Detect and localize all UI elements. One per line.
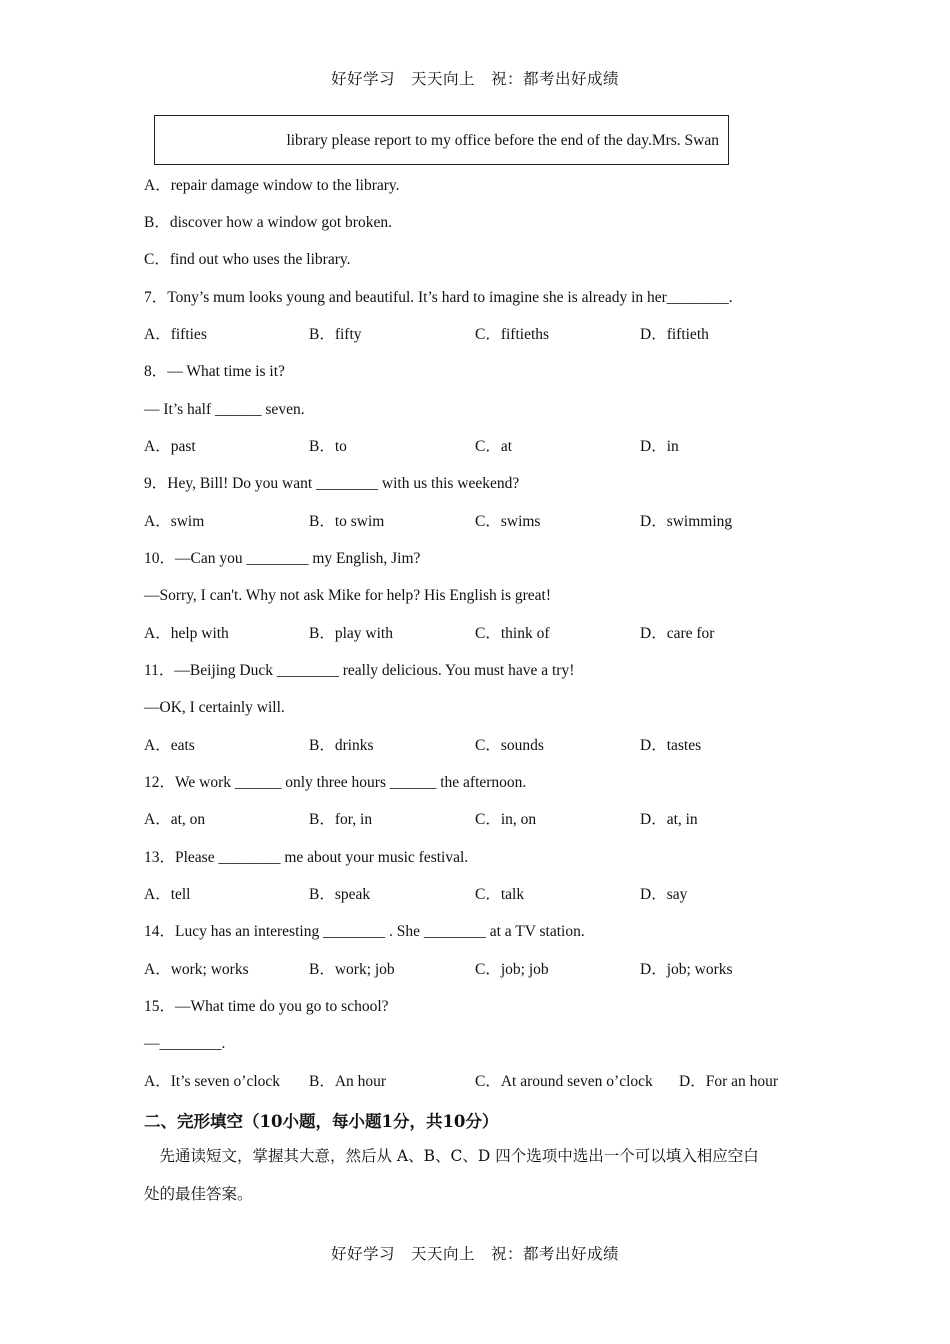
q8-option-c: C．at — [475, 438, 513, 455]
q10-option-c: C．think of — [475, 625, 550, 642]
q15-stem: 15．—What time do you go to school? — [144, 998, 389, 1015]
q13-option-a: A．tell — [144, 886, 191, 903]
q8-option-b: B．to — [309, 438, 347, 455]
q14-stem: 14．Lucy has an interesting ________ . She ________ at a TV station. — [144, 923, 585, 940]
q15-option-d: D．For an hour — [679, 1073, 779, 1090]
section-instruction-line2: 处的最佳答案。 — [144, 1185, 253, 1203]
q13-option-b: B．speak — [309, 886, 371, 903]
q11-stem: 11．—Beijing Duck ________ really delicious. You must have a try! — [144, 662, 575, 679]
q7-option-c: C．fiftieths — [475, 326, 550, 343]
q8-option-a: A．past — [144, 438, 196, 455]
section-instruction-line1: 先通读短文，掌握其大意，然后从 A、B、C、D 四个选项中选出一个可以填入相应空白 — [144, 1147, 759, 1165]
q11-stem-reply: —OK, I certainly will. — [144, 699, 285, 716]
q11-option-b: B．drinks — [309, 737, 374, 754]
notice-text: library please report to my office before the end of the day.Mrs. Swan — [286, 132, 719, 149]
q10-option-d: D．care for — [640, 625, 715, 642]
q15-option-a: A．It’s seven o’clock — [144, 1073, 281, 1090]
q12-stem: 12．We work ______ only three hours ______ the afternoon. — [144, 774, 527, 791]
q9-option-b: B．to swim — [309, 513, 385, 530]
q14-option-b: B．work; job — [309, 961, 395, 978]
page-header: 好好学习 天天向上 祝：都考出好成绩 — [330, 70, 619, 88]
q15-option-b: B．An hour — [309, 1073, 387, 1090]
q10-stem: 10．—Can you ________ my English, Jim? — [144, 550, 421, 567]
q6-option-a: A．repair damage window to the library. — [144, 177, 400, 194]
q8-stem: 8．— What time is it? — [144, 363, 285, 380]
q6-option-b: B．discover how a window got broken. — [144, 214, 392, 231]
q9-option-d: D．swimming — [640, 513, 733, 530]
q11-option-c: C．sounds — [475, 737, 544, 754]
q9-option-a: A．swim — [144, 513, 205, 530]
q10-stem-reply: —Sorry, I can't. Why not ask Mike for help? His English is great! — [144, 587, 552, 604]
q7-option-b: B．fifty — [309, 326, 362, 343]
q15-stem-reply: —________. — [144, 1035, 226, 1052]
q9-stem: 9．Hey, Bill! Do you want ________ with us this weekend? — [144, 475, 520, 492]
q11-option-a: A．eats — [144, 737, 195, 754]
q11-option-d: D．tastes — [640, 737, 702, 754]
q14-option-c: C．job; job — [475, 961, 549, 978]
q9-option-c: C．swims — [475, 513, 541, 530]
q13-option-d: D．say — [640, 886, 688, 903]
q8-stem-reply: — It’s half ______ seven. — [144, 401, 305, 418]
q7-option-d: D．fiftieth — [640, 326, 709, 343]
page-footer: 好好学习 天天向上 祝：都考出好成绩 — [330, 1245, 619, 1263]
section-title: 二、完形填空（10小题，每小题1分，共10分） — [144, 1112, 499, 1131]
q12-option-a: A．at, on — [144, 811, 206, 828]
q12-option-b: B．for, in — [309, 811, 373, 828]
q7-stem: 7．Tony’s mum looks young and beautiful. It’s hard to imagine she is already in her________. — [144, 289, 733, 306]
q14-option-d: D．job; works — [640, 961, 733, 978]
notice-box — [154, 115, 729, 165]
q8-option-d: D．in — [640, 438, 679, 455]
q6-option-c: C．find out who uses the library. — [144, 251, 351, 268]
q13-stem: 13．Please ________ me about your music festival. — [144, 849, 469, 866]
q15-option-c: C．At around seven o’clock — [475, 1073, 653, 1090]
q12-option-c: C．in, on — [475, 811, 537, 828]
q13-option-c: C．talk — [475, 886, 525, 903]
q7-option-a: A．fifties — [144, 326, 207, 343]
q14-option-a: A．work; works — [144, 961, 249, 978]
q10-option-a: A．help with — [144, 625, 229, 642]
q10-option-b: B．play with — [309, 625, 393, 642]
q12-option-d: D．at, in — [640, 811, 698, 828]
